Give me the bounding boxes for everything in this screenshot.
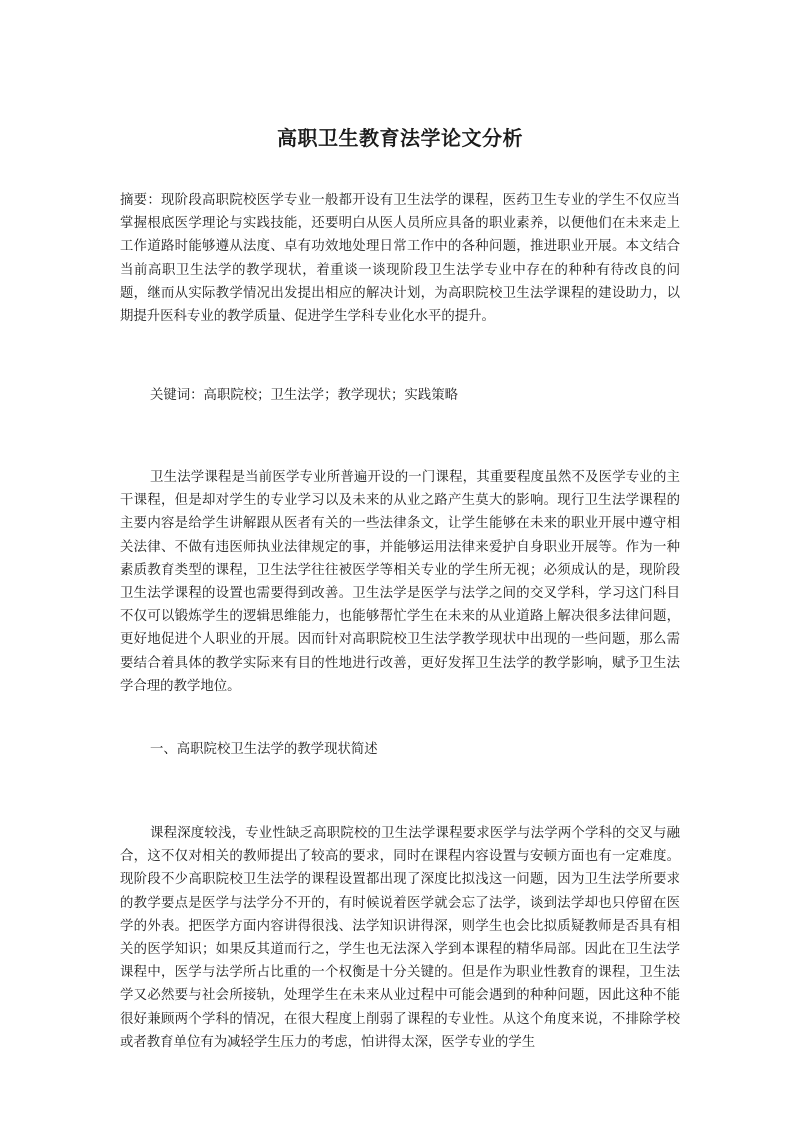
body-paragraph-1: 卫生法学课程是当前医学专业所普遍开设的一门课程，其重要程度虽然不及医学专业的主干课程，但是却对学生的专业学习以及未来的从业之路产生莫大的影响。现行卫生法学课程的主要内容是给学生讲解跟从医者有关的一些法律条文，让学生能够在未来的职业开展中遵守相关法律、不做有违医师执业法律规定的事，并能够运用法律来爱护自身职业开展等。作为一种素质教育类型的课程，卫生法学往往被医学等相关专业的学生所无视；必须成认的是，现阶段卫生法学课程的设置也需要得到改善。卫生法学是医学与法学之间的交叉学科，学习这门科目不仅可以锻炼学生的逻辑思维能力，也能够帮忙学生在未来的从业道路上解决很多法律问题，更好地促进个人职业的开展。因而针对高职院校卫生法学教学现状中出现的一些问题，那么需要结合着具体的教学实际来有目的性地进行改善，更好发挥卫生法学的教学影响，赋予卫生法学合理的教学地位。 (120, 470, 680, 694)
document-title: 高职卫生教育法学论文分析 (277, 126, 523, 150)
body-paragraph-2: 课程深度较浅，专业性缺乏高职院校的卫生法学课程要求医学与法学两个学科的交叉与融合，这不仅对相关的教师提出了较高的要求，同时在课程内容设置与安顿方面也有一定难度。现阶段不少高职院校卫生法学的课程设置都出现了深度比拟浅这一问题，因为卫生法学所要求的教学要点是医学与法学分不开的，有时候说着医学就会忘了法学，谈到法学却也只停留在医学的外表。把医学方面内容讲得很浅、法学知识讲得深，则学生也会比拟质疑教师是否具有相关的医学知识；如果反其道而行之，学生也无法深入学到本课程的精华局部。因此在卫生法学课程中，医学与法学所占比重的一个权衡是十分关键的。但是作为职业性教育的课程，卫生法学又必然要与社会所接轨，处理学生在未来从业过程中可能会遇到的种种问题，因此这种不能很好兼顾两个学科的情况，在很大程度上削弱了课程的专业性。从这个角度来说，不排除学校或者教育单位有为减轻学生压力的考虑，怕讲得太深，医学专业的学生 (120, 826, 680, 1050)
keywords-line: 关键词：高职院校；卫生法学；教学现状；实践策略 (150, 388, 458, 403)
section-heading-1: 一、高职院校卫生法学的教学现状简述 (150, 742, 378, 757)
abstract-paragraph: 摘要：现阶段高职院校医学专业一般都开设有卫生法学的课程，医药卫生专业的学生不仅应当掌握根底医学理论与实践技能，还要明白从医人员所应具备的职业素养，以便他们在未来走上工作道路时能够遵从法度、卓有功效地处理日常工作中的各种问题，推进职业开展。本文结合当前高职卫生法学的教学现状，着重谈一谈现阶段卫生法学专业中存在的种种有待改良的问题，继而从实际教学情况出发提出相应的解决计划，为高职院校卫生法学课程的建设助力，以期提升医科专业的教学质量、促进学生学科专业化水平的提升。 (120, 193, 680, 325)
